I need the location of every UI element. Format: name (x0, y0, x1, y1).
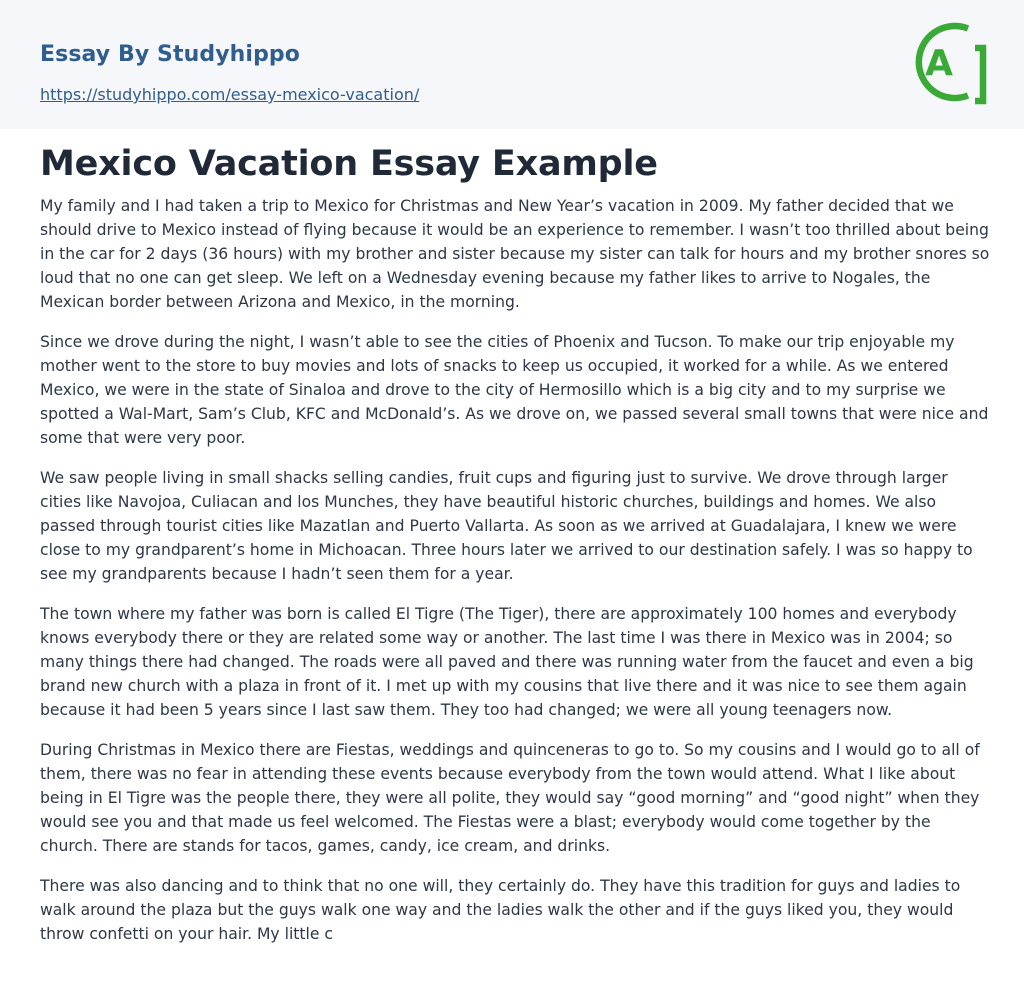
logo-letter: A (925, 43, 953, 84)
page-title: Mexico Vacation Essay Example (40, 144, 658, 184)
essay-body (40, 194, 990, 962)
source-url-link[interactable]: https://studyhippo.com/essay-mexico-vacation/ (40, 85, 420, 104)
essay-paragraph: During Christmas in Mexico there are Fiestas, weddings and quinceneras to go to. So my cousins and I would go to all of them, there was no fear in attending these events because everybody from the town would attend. What I like about being in El Tigre was the people there, they were all polite, they would say “good morning” and “good night” when they would see you and that made us feel welcomed. The Fiestas were a blast; everybody would come together by the church. There are stands for tacos, games, candy, ice cream, and drinks. (40, 741, 980, 855)
essay-paragraph: My family and I had taken a trip to Mexico for Christmas and New Year’s vacation in 2009. My father decided that we should drive to Mexico instead of flying because it would be an experience to remember. I wasn’t too thrilled about being in the car for 2 days (36 hours) with my brother and sister because my sister can talk for hours and my brother snores so loud that no one can get sleep. We left on a Wednesday evening because my father likes to arrive to Nogales, the Mexican border between Arizona and Mexico, in the morning. (40, 197, 990, 311)
essay-paragraph: Since we drove during the night, I wasn’t able to see the cities of Phoenix and Tucson. To make our trip enjoyable my mother went to the store to buy movies and lots of snacks to keep us occupied, it worked for a while. As we entered Mexico, we were in the state of Sinaloa and drove to the city of Hermosillo which is a big city and to my surprise we spotted a Wal-Mart, Sam’s Club, KFC and McDonald’s. As we drove on, we passed several small towns that were nice and some that were very poor. (40, 333, 989, 447)
studyhippo-logo-icon[interactable] (912, 18, 988, 106)
brand-title[interactable]: Essay By Studyhippo (40, 42, 300, 67)
site-header (0, 0, 1024, 129)
essay-paragraph: There was also dancing and to think that no one will, they certainly do. They have this tradition for guys and ladies to walk around the plaza but the guys walk one way and the ladies walk the other and if the guys liked you, they would throw confetti on your hair. My little c (40, 877, 961, 943)
essay-paragraph: We saw people living in small shacks selling candies, fruit cups and figuring just to survive. We drove through larger cities like Navojoa, Culiacan and los Munches, they have beautiful historic churches, buildings and homes. We also passed through tourist cities like Mazatlan and Puerto Vallarta. As soon as we arrived at Guadalajara, I knew we were close to my grandparent’s home in Michoacan. Three hours later we arrived to our destination safely. I was so happy to see my grandparents because I hadn’t seen them for a year. (40, 469, 973, 583)
essay-paragraph: The town where my father was born is called El Tigre (The Tiger), there are approximately 100 homes and everybody knows everybody there or they are related some way or another. The last time I was there in Mexico was in 2004; so many things there had changed. The roads were all paved and there was running water from the faucet and even a big brand new church with a plaza in front of it. I met up with my cousins that live there and it was nice to see them again because it had been 5 years since I last saw them. They too had changed; we were all young teenagers now. (40, 605, 974, 719)
